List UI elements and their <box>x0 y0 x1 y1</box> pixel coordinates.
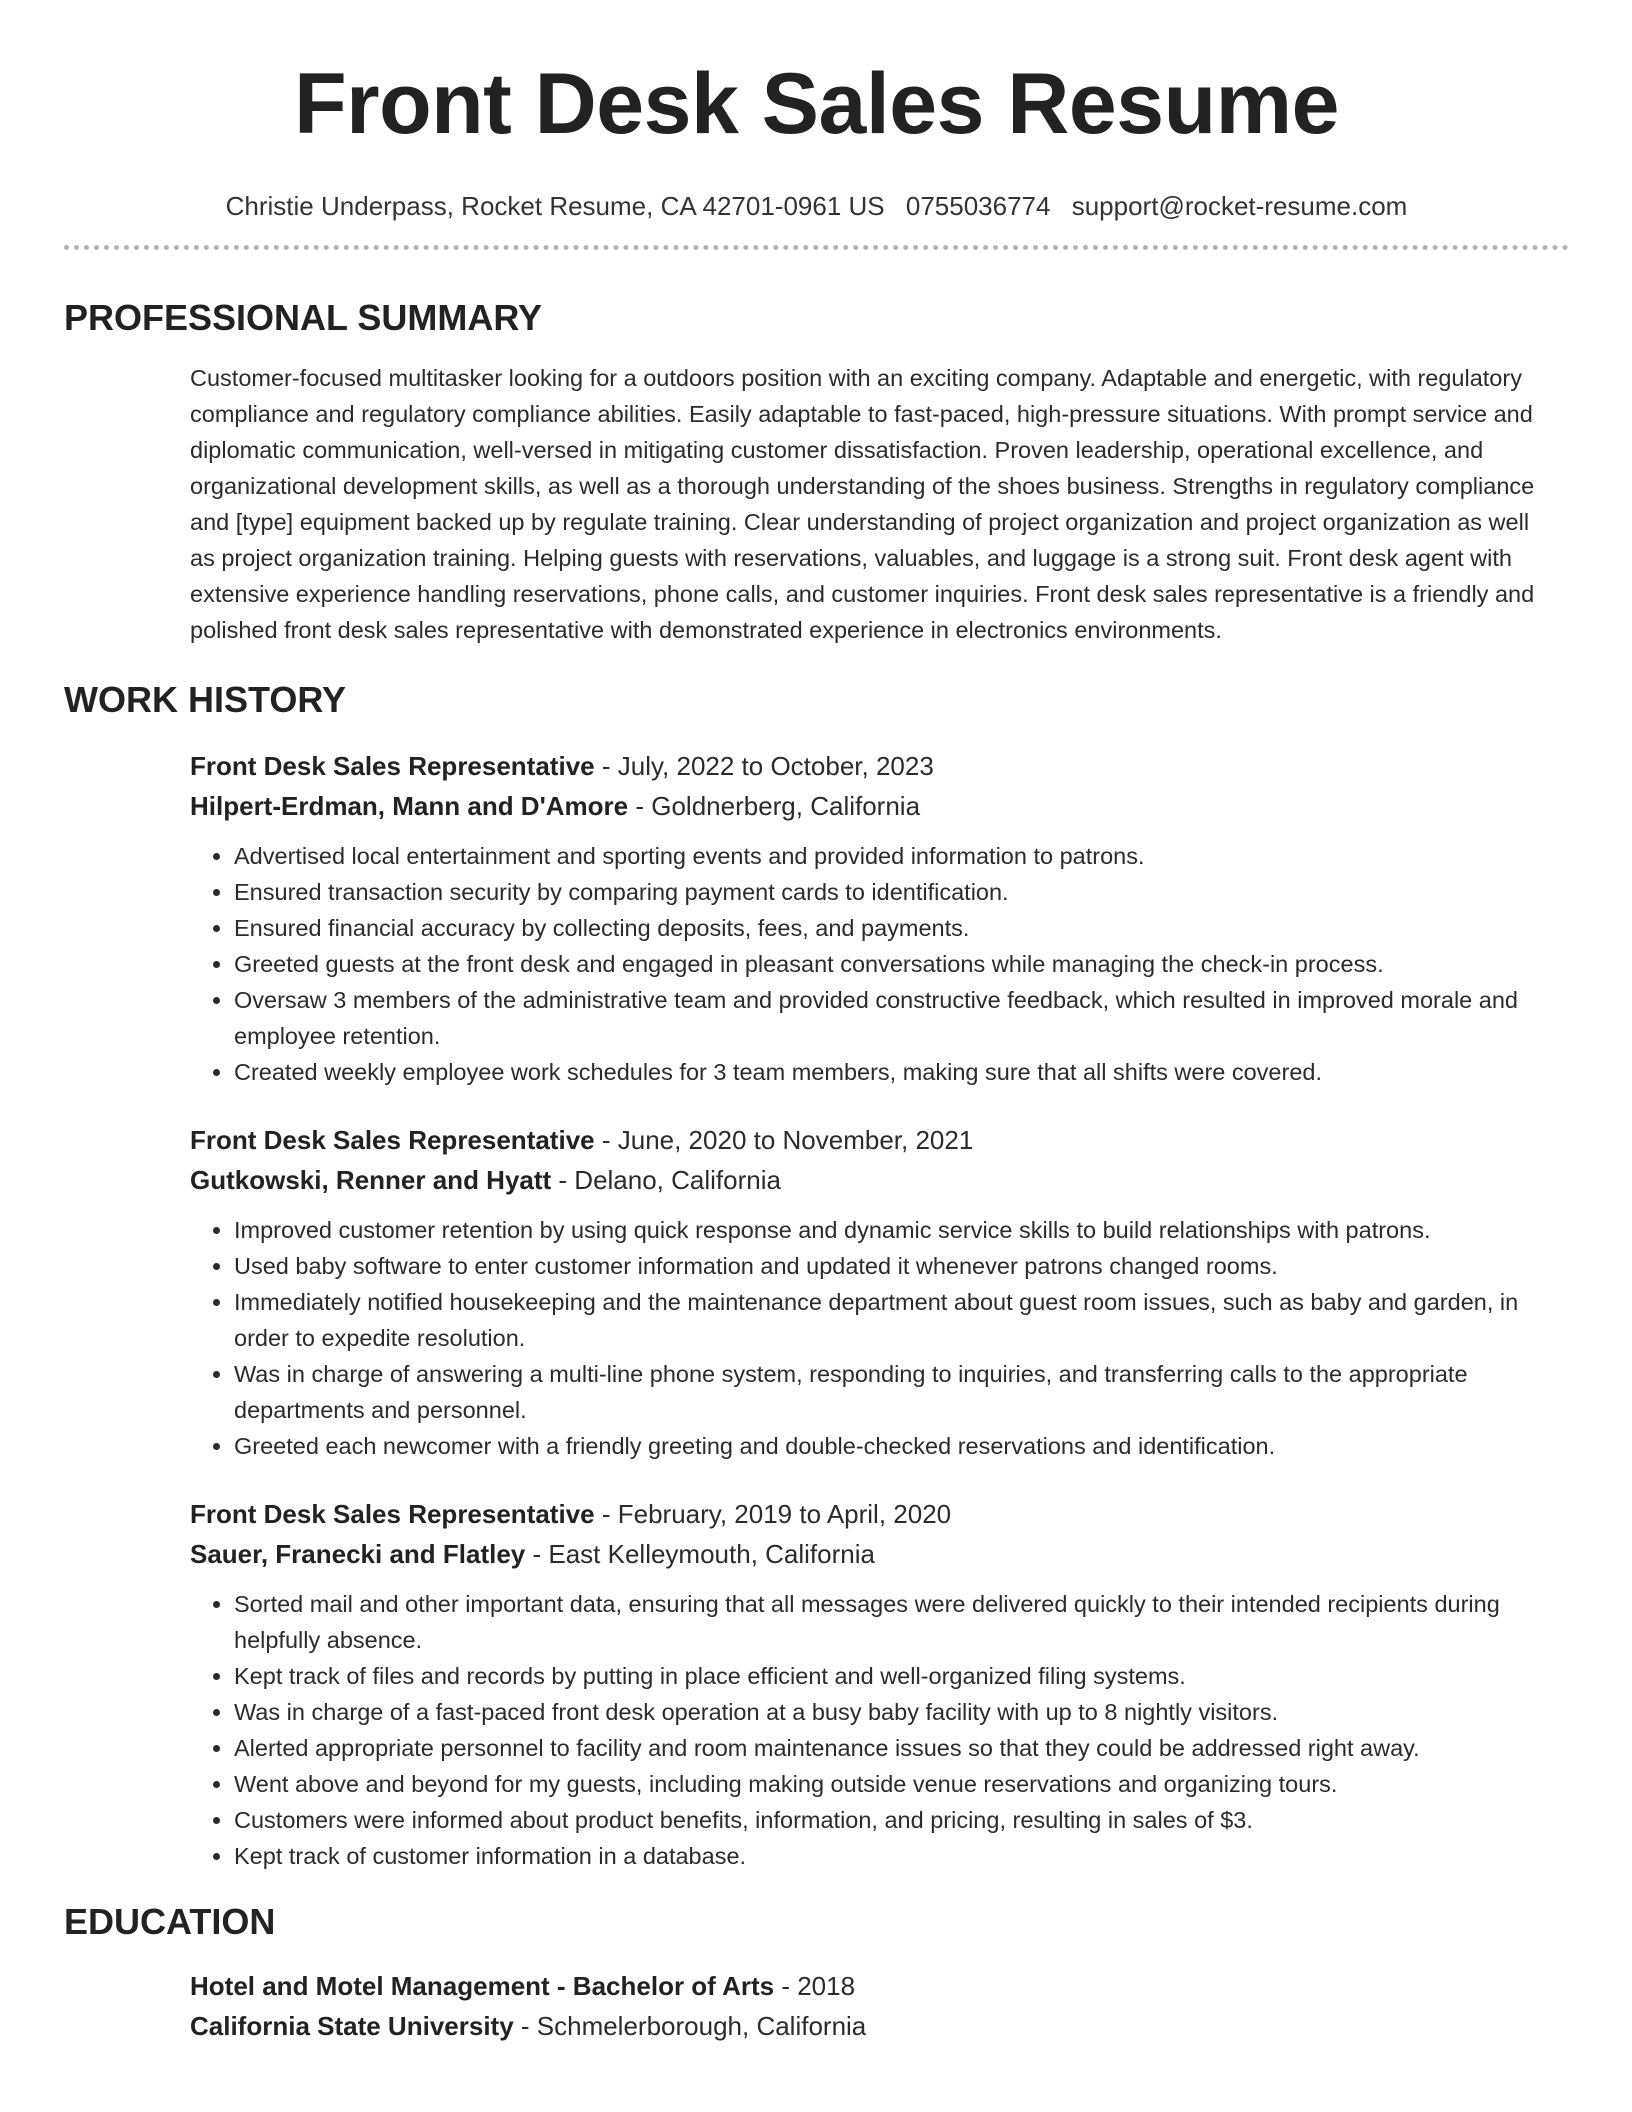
job-company-line <box>190 1534 1569 1574</box>
work-history-heading: WORK HISTORY <box>64 679 347 720</box>
education-location: - Schmelerborough, California <box>513 2011 867 2041</box>
education-entry <box>64 1966 1569 2046</box>
job-bullet: • Alerted appropriate personnel to facility and room maintenance issues so that they could be addressed right away. <box>234 1730 1569 1766</box>
contact-email: support@rocket-resume.com <box>1071 191 1408 221</box>
job-bullet: • Kept track of files and records by putting in place efficient and well-organized filing systems. <box>234 1658 1569 1694</box>
job-bullets <box>190 1586 1569 1874</box>
job-dates: - June, 2020 to November, 2021 <box>594 1125 974 1155</box>
resume-title: Front Desk Sales Resume <box>294 56 1339 152</box>
job-location: - Delano, California <box>551 1165 781 1195</box>
summary-text: Customer-focused multitasker looking for a outdoors position with an exciting company. Adaptable and energetic, with regulatory compliance and regulatory compliance abilities. Easily adaptable to fast-paced, high-pressure situations. With prompt service and diplomatic communication, well-versed in mitigating customer dissatisfaction. Proven leadership, operational excellence, and organizational development skills, as well as a thorough understanding of the shoes business. Strengths in regulatory compliance and [type] equipment backed up by regulate training. Clear understanding of project organization and project organization as well as project organization training. Helping guests with reservations, valuables, and luggage is a strong suit. Front desk agent with extensive experience handling reservations, phone calls, and customer inquiries. Front desk sales representative is a friendly and polished front desk sales representative with demonstrated experience in electronics environments. <box>190 365 1535 643</box>
job-bullet: • Advertised local entertainment and sporting events and provided information to patrons. <box>234 838 1569 874</box>
job-bullet: • Customers were informed about product benefits, information, and pricing, resulting in sales of $3. <box>234 1802 1569 1838</box>
job-entry <box>190 1120 1569 1464</box>
work-history-list <box>64 746 1569 1874</box>
job-location: - East Kelleymouth, California <box>525 1539 875 1569</box>
job-title: Front Desk Sales Representative <box>190 1499 595 1529</box>
job-title: Front Desk Sales Representative <box>190 1125 595 1155</box>
job-company-line <box>190 1160 1569 1200</box>
job-bullet: • Created weekly employee work schedules for 3 team members, making sure that all shifts were covered. <box>234 1054 1569 1090</box>
job-bullet: • Immediately notified housekeeping and the maintenance department about guest room issues, such as baby and garden, in order to expedite resolution. <box>234 1284 1569 1356</box>
job-company: Sauer, Franecki and Flatley <box>190 1539 526 1569</box>
education-school: California State University <box>190 2011 514 2041</box>
contact-phone: 0755036774 <box>905 191 1051 221</box>
job-location: - Goldnerberg, California <box>628 791 921 821</box>
resume-header <box>64 0 1569 222</box>
contact-address: Christie Underpass, Rocket Resume, CA 42701-0961 US <box>225 191 885 221</box>
job-bullet: • Ensured transaction security by comparing payment cards to identification. <box>234 874 1569 910</box>
job-dates: - July, 2022 to October, 2023 <box>594 751 934 781</box>
education-year: - 2018 <box>774 1971 856 2001</box>
job-dates: - February, 2019 to April, 2020 <box>594 1499 952 1529</box>
summary-heading: PROFESSIONAL SUMMARY <box>64 297 543 338</box>
education-degree: Hotel and Motel Management - Bachelor of Arts <box>190 1971 775 2001</box>
job-bullet: • Improved customer retention by using quick response and dynamic service skills to build relationships with patrons. <box>234 1212 1569 1248</box>
job-entry <box>190 746 1569 1090</box>
job-bullets <box>190 1212 1569 1464</box>
job-company: Gutkowski, Renner and Hyatt <box>190 1165 552 1195</box>
job-title-line <box>190 1120 1569 1160</box>
job-bullet: • Sorted mail and other important data, ensuring that all messages were delivered quickly to their intended recipients during helpfully absence. <box>234 1586 1569 1658</box>
job-entry <box>190 1494 1569 1874</box>
job-bullet: • Used baby software to enter customer information and updated it whenever patrons changed rooms. <box>234 1248 1569 1284</box>
header-divider <box>64 245 1569 250</box>
education-school-line <box>190 2006 1569 2046</box>
job-bullet: • Was in charge of a fast-paced front desk operation at a busy baby facility with up to 8 nightly visitors. <box>234 1694 1569 1730</box>
education-heading: EDUCATION <box>64 1901 276 1942</box>
job-bullet: • Kept track of customer information in a database. <box>234 1838 1569 1874</box>
education-degree-line <box>190 1966 1569 2006</box>
job-company: Hilpert-Erdman, Mann and D'Amore <box>190 791 629 821</box>
job-bullets <box>190 838 1569 1090</box>
job-bullet: • Oversaw 3 members of the administrative team and provided constructive feedback, which resulted in improved morale and employee retention. <box>234 982 1569 1054</box>
job-bullet: • Went above and beyond for my guests, including making outside venue reservations and organizing tours. <box>234 1766 1569 1802</box>
job-bullet: • Ensured financial accuracy by collecting deposits, fees, and payments. <box>234 910 1569 946</box>
job-bullet: • Greeted each newcomer with a friendly greeting and double-checked reservations and identification. <box>234 1428 1569 1464</box>
job-bullet: • Greeted guests at the front desk and engaged in pleasant conversations while managing the check-in process. <box>234 946 1569 982</box>
contact-info <box>64 190 1569 222</box>
job-title: Front Desk Sales Representative <box>190 751 595 781</box>
job-title-line <box>190 746 1569 786</box>
job-bullet: • Was in charge of answering a multi-line phone system, responding to inquiries, and transferring calls to the appropriate departments and personnel. <box>234 1356 1569 1428</box>
job-company-line <box>190 786 1569 826</box>
job-title-line <box>190 1494 1569 1534</box>
